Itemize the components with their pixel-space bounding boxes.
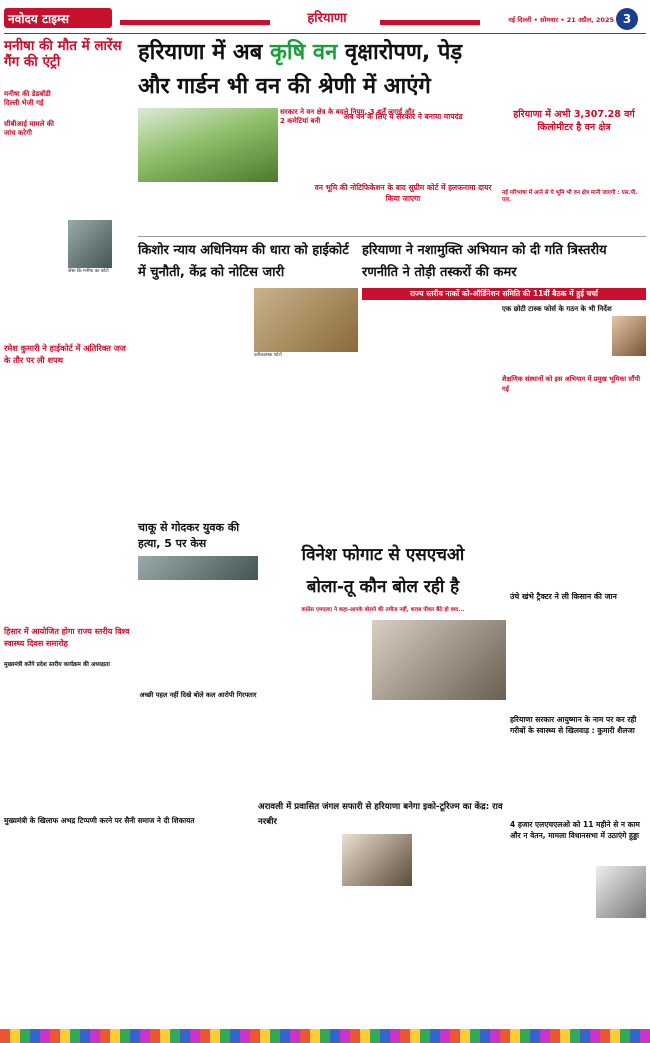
crime-photo bbox=[138, 556, 258, 580]
ramesh-body bbox=[4, 374, 132, 596]
hisar-subhead: मुख्यमंत्री करेंगे प्रदेश स्तरीय कार्यक्रम की अध्यक्षता bbox=[4, 662, 110, 668]
aravali-body-2 bbox=[342, 890, 412, 1024]
dateline: नई दिल्ली • सोमवार • 21 अप्रैल, 2025 bbox=[508, 16, 614, 24]
forest-box-quote: नई परिभाषा में आने से ये भूमि भी वन क्षेत्र मानी जाएगी : एस.पी. एल. bbox=[502, 190, 638, 203]
masthead-stripe-right bbox=[380, 20, 480, 25]
kishore-headline: किशोर न्याय अधिनियम की धारा को हाईकोर्ट में चुनौती, केंद्र को नोटिस जारी bbox=[138, 243, 349, 280]
photo-caption: जैसा कि मनीषा का फोटो bbox=[68, 269, 109, 274]
left-story-headline: मनीषा की मौत में लारेंस गैंग की एंट्री bbox=[4, 38, 122, 70]
hisar-body bbox=[4, 672, 132, 802]
minister-photo bbox=[342, 834, 412, 886]
forest-box-body-2 bbox=[502, 206, 646, 232]
vinesh-headline-line2: बोला-तू कौन बोल रही है bbox=[306, 577, 460, 597]
lead-body-under-photo bbox=[138, 186, 278, 230]
drugs-headline: हरियाणा ने नशामुक्ति अभियान को दी गति त्रिस्तरीय रणनीति ने तोड़ी तस्करों की कमर bbox=[362, 243, 607, 280]
lead-headline bbox=[138, 36, 646, 70]
lead-kicker: सरकार ने वन क्षेत्र के बदले नियम, 3 शर्तें लगाईं और 2 कमेटियां बनी bbox=[280, 108, 415, 125]
ayushman-headline: हरियाणा सरकार आयुष्मान के नाम पर कर रही गरीबों के स्वास्थ्य से खिलवाड़ : कुमारी शैलजा bbox=[510, 715, 637, 735]
vinesh-body-2 bbox=[372, 704, 506, 798]
cm-body-2 bbox=[138, 842, 258, 1024]
masthead bbox=[0, 0, 650, 34]
masthead-stripe bbox=[120, 20, 270, 25]
left-story-bullet: मनीषा की डेडबॉडी दिल्ली भेजी गई bbox=[4, 90, 51, 107]
lead-headline-line2: और गार्डन भी वन की श्रेणी में आएंगे bbox=[138, 74, 431, 99]
knife-body bbox=[138, 584, 258, 780]
left-story-body-2 bbox=[68, 90, 132, 216]
elec-body bbox=[510, 606, 646, 710]
left-story bbox=[4, 38, 132, 308]
vinesh-headline-line1: विनेश फोगाट से एसएचओ bbox=[301, 545, 465, 565]
aravali-body bbox=[258, 834, 338, 1024]
lead-headline-pre: हरियाणा में अब bbox=[138, 40, 270, 65]
forest-box-body bbox=[502, 138, 646, 188]
official-photo bbox=[612, 316, 646, 356]
vinesh-photo bbox=[372, 620, 506, 700]
lead-subhead-1-body bbox=[308, 124, 498, 180]
lead-headline-highlight: कृषि वन bbox=[269, 40, 338, 65]
left-story-body bbox=[4, 144, 64, 308]
knife-headline: चाकू से गोदकर युवक की हत्या, 5 पर केस bbox=[138, 521, 240, 550]
cm-headline: मुख्यमंत्री के खिलाफ अभद्र टिप्पणी करने पर सैनी समाज ने दी शिकायत bbox=[4, 816, 195, 825]
drugs-box-headline: एक छोटी टास्क फोर्स के गठन के भी निर्देश bbox=[502, 305, 612, 313]
footer-ribbon bbox=[0, 1029, 650, 1043]
aravali-headline: अरावली में प्रवासित जंगल सफारी से हरियाणा बनेगा इको-टूरिज्म का केंद्र: राव नरबीर bbox=[258, 802, 503, 827]
youth-headline: अच्छी पहल नहीं दिखे बोले कल आरोपी गिरफ्तार bbox=[139, 691, 257, 699]
lead-subhead-2-body bbox=[308, 206, 498, 232]
masthead-rule bbox=[4, 33, 646, 34]
drugs-box2-headline: शैक्षणिक संस्थानों को इस अभियान में प्रमुख भूमिका सौंपी गई bbox=[502, 375, 641, 393]
elec-headline: उंचे खंभे ट्रैक्टर ने ली किसान की जान bbox=[510, 592, 617, 601]
ramesh-headline: रमेश कुमारी ने हाईकोर्ट में अतिरिक्त जज के तौर पर ली शपथ bbox=[4, 343, 126, 365]
lead-subhead-1: अब वन के लिए ये सरकार ने बनाया मापदंड bbox=[343, 112, 463, 121]
hisar-headline: हिसार में आयोजित होगा राज्य स्तरीय विश्व स्वास्थ्य दिवस समारोह bbox=[4, 627, 130, 648]
drugs-box2-body bbox=[502, 386, 646, 426]
drugs-subhead: राज्य स्तरीय नार्को को-ऑर्डिनेशन समिति की 11वीं बैठक में हुई चर्चा bbox=[410, 289, 598, 298]
lead-headline-post: वृक्षारोपण, पेड़ bbox=[337, 40, 463, 65]
lead-subhead-2: वन भूमि की नोटिफिकेशन के बाद सुप्रीम कोर्ट में हलफनामा दायर किया जाएगा bbox=[314, 183, 492, 203]
divider bbox=[138, 236, 646, 237]
hazar-body-2 bbox=[596, 922, 646, 1024]
page-number: 3 bbox=[616, 8, 638, 30]
vinesh-body bbox=[262, 620, 368, 798]
lead-kicker-box bbox=[146, 112, 270, 146]
vinesh-subhead: कांग्रेस एमएलए ने कहा-आपके बोलने की तमीज नहीं, शराब पीकर बैठे हो क्या... bbox=[301, 607, 465, 613]
masthead-logo: नवोदय टाइम्स bbox=[8, 12, 70, 26]
ayushman-body bbox=[510, 750, 646, 816]
drugs-box-body bbox=[502, 316, 610, 370]
hazar-headline: 4 हजार एलएचएलओ को 11 महीने से न काम और न वेतन, मामला विधानसभा में उठाएंगे हुड्डा bbox=[510, 820, 640, 840]
section-title: हरियाणा bbox=[307, 11, 347, 26]
forest-box-headline: हरियाणा में अभी 3,307.28 वर्ग किलोमीटर है वन क्षेत्र bbox=[513, 109, 635, 133]
court-photo-caption: प्रतीकात्मक फोटो bbox=[254, 353, 282, 358]
cm-body bbox=[4, 842, 132, 1024]
kishore-body-2 bbox=[254, 362, 358, 402]
hooda-photo bbox=[596, 866, 646, 918]
forest-box bbox=[502, 108, 646, 232]
manisha-photo bbox=[68, 220, 112, 268]
kishore-body bbox=[138, 288, 250, 402]
aravali-body-3 bbox=[416, 834, 508, 1024]
hazar-body bbox=[510, 866, 592, 1024]
drugs-body bbox=[362, 304, 498, 420]
court-photo bbox=[254, 288, 358, 352]
left-story-bullet: सीबीआई मामले की जांच करेगी bbox=[4, 120, 54, 137]
